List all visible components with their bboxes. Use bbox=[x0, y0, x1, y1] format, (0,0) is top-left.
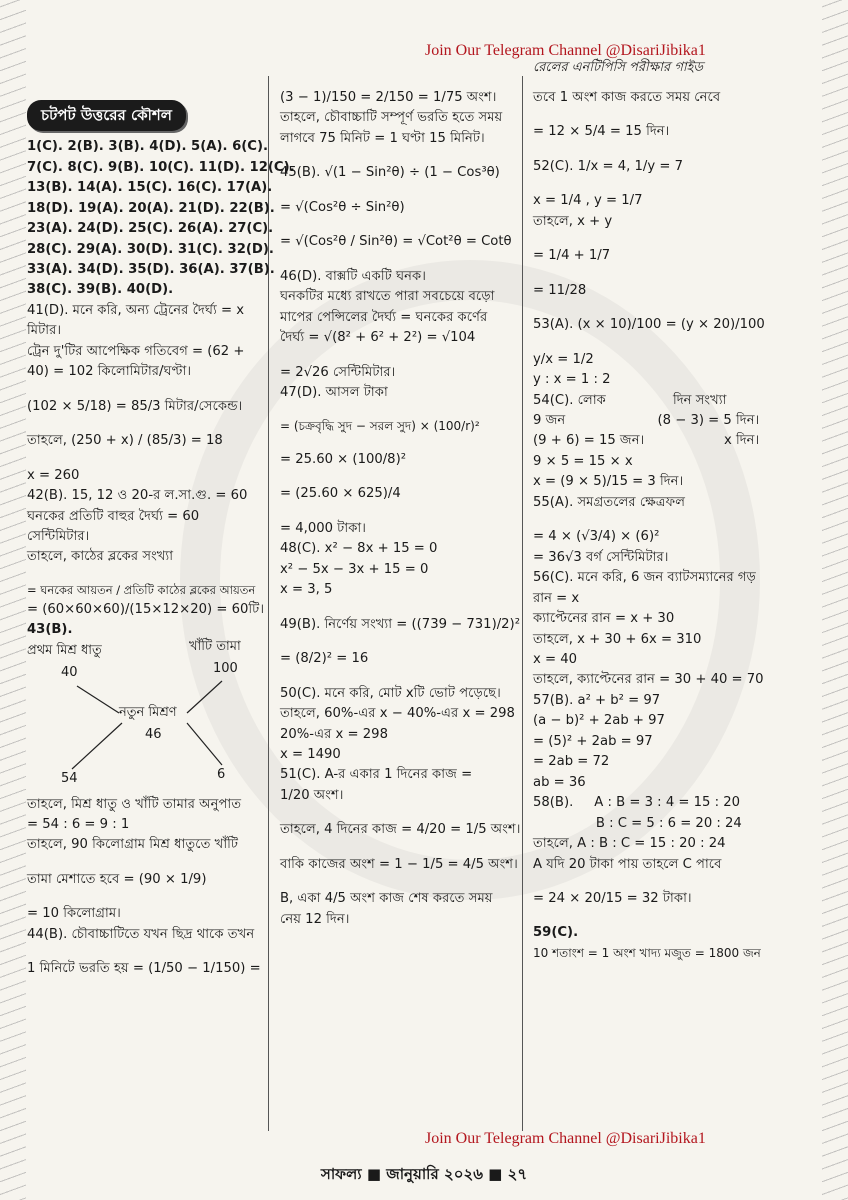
text-line: 42(B). 15, 12 ও 20-র ল.সা.গু. = 60 bbox=[27, 488, 248, 504]
diagram-center-label: নতুন মিশ্রণ bbox=[119, 704, 177, 720]
text-line: তবে 1 অংশ কাজ করতে সময় নেবে bbox=[533, 90, 721, 105]
text-line: মাপের পেন্সিলের দৈর্ঘ্য = ঘনকের কর্ণের bbox=[280, 309, 488, 325]
text-line: = 12 × 5/4 = 15 দিন। bbox=[533, 124, 670, 140]
text-line: 46(D). বাক্সটি একটি ঘনক। bbox=[280, 268, 426, 284]
text-line: 57(B). a² + b² = 97 bbox=[533, 692, 661, 708]
text-line: তাহলে, 4 দিনের কাজ = 4/20 = 1/5 অংশ। bbox=[280, 822, 521, 838]
text-line: 18(D). 19(A). 20(A). 21(D). 22(B). bbox=[27, 200, 275, 216]
text-line: = 4 × (√3/4) × (6)² bbox=[533, 529, 660, 545]
text-line: 40) = 102 কিলোমিটার/ঘণ্টা। bbox=[27, 364, 192, 380]
text-line: (102 × 5/18) = 85/3 মিটার/সেকেন্ড। bbox=[27, 398, 243, 414]
diagram-lines bbox=[27, 641, 259, 791]
text-line: তামা মেশাতে হবে = (90 × 1/9) bbox=[27, 871, 207, 887]
diagram-label-right: খাঁটি তামা bbox=[189, 638, 241, 654]
text-line: x = 3, 5 bbox=[280, 582, 333, 598]
telegram-banner-bottom[interactable]: Join Our Telegram Channel @DisariJibika1 bbox=[425, 1130, 706, 1147]
text-line: ক্যাপ্টেনের রান = x + 30 bbox=[533, 611, 675, 627]
text-line: = 54 : 6 = 9 : 1 bbox=[27, 817, 130, 833]
text-line: রান = x bbox=[533, 590, 580, 606]
text-line: x = 1490 bbox=[280, 747, 341, 763]
text-line: (3 − 1)/150 = 2/150 = 1/75 অংশ। bbox=[280, 90, 497, 105]
text-line: মিটার। bbox=[27, 323, 62, 339]
text-line: 1 মিনিটে ভরতি হয় = (1/50 − 1/150) = bbox=[27, 961, 261, 977]
alligation-diagram bbox=[27, 638, 259, 786]
text-line: 9 × 5 = 15 × x bbox=[533, 453, 633, 469]
text-line: x² − 5x − 3x + 15 = 0 bbox=[280, 561, 429, 577]
page-footer: সাফল্য ■ জানুয়ারি ২০২৬ ■ ২৭ bbox=[320, 1165, 528, 1183]
text-line: 59(C). bbox=[533, 925, 579, 941]
text-line: 7(C). 8(C). 9(B). 10(C). 11(D). 12(C). bbox=[27, 159, 295, 175]
answer-block bbox=[27, 795, 259, 980]
text-line: ট্রেন দু'টির আপেক্ষিক গতিবেগ = (62 + bbox=[27, 343, 245, 359]
diagram-value: 6 bbox=[217, 766, 226, 782]
text-line: বাকি কাজের অংশ = 1 − 1/5 = 4/5 অংশ। bbox=[280, 856, 518, 872]
text-line: (9 + 6) = 15 জন। x দিন। bbox=[533, 433, 760, 449]
text-line: = (8/2)² = 16 bbox=[280, 651, 369, 667]
text-line: = (5)² + 2ab = 97 bbox=[533, 733, 653, 749]
text-line: তাহলে, x + 30 + 6x = 310 bbox=[533, 631, 702, 647]
text-line: 47(D). আসল টাকা bbox=[280, 384, 388, 400]
text-line: = 25.60 × (100/8)² bbox=[280, 452, 407, 468]
text-line: 48(C). x² − 8x + 15 = 0 bbox=[280, 541, 438, 557]
text-line: y/x = 1/2 bbox=[533, 351, 594, 367]
diagram-value: 40 bbox=[61, 664, 78, 680]
text-line: = (25.60 × 625)/4 bbox=[280, 486, 401, 502]
text-line: তাহলে, x + y bbox=[533, 213, 613, 229]
text-line: তাহলে, চৌবাচ্চাটি সম্পূর্ণ ভরতি হতে সময় bbox=[280, 110, 503, 126]
text-line: তাহলে, ক্যাপ্টেনের রান = 30 + 40 = 70 bbox=[533, 672, 764, 688]
text-line: 55(A). সমগ্রতলের ক্ষেত্রফল bbox=[533, 494, 686, 510]
answer-block bbox=[27, 137, 295, 640]
right-edge-decoration bbox=[822, 0, 848, 1200]
text-line: = 11/28 bbox=[533, 282, 587, 298]
text-line: 33(A). 34(D). 35(D). 36(A). 37(B). bbox=[27, 261, 275, 277]
text-line: = 36√3 বর্গ সেন্টিমিটার। bbox=[533, 549, 669, 565]
column-right bbox=[533, 88, 815, 962]
text-line: = 2ab = 72 bbox=[533, 754, 610, 770]
text-line: 52(C). 1/x = 4, 1/y = 7 bbox=[533, 158, 683, 174]
text-line: তাহলে, মিশ্র ধাতু ও খাঁটি তামার অনুপাত bbox=[27, 796, 242, 812]
telegram-banner-top[interactable]: Join Our Telegram Channel @DisariJibika1 bbox=[425, 42, 706, 59]
text-line: B, একা 4/5 অংশ কাজ শেষ করতে সময় bbox=[280, 891, 493, 907]
column-middle bbox=[280, 88, 521, 930]
text-line: 54(C). লোক দিন সংখ্যা bbox=[533, 392, 727, 408]
text-line: = 4,000 টাকা। bbox=[280, 520, 366, 536]
text-line: 1(C). 2(B). 3(B). 4(D). 5(A). 6(C). bbox=[27, 139, 269, 155]
text-line: 53(A). (x × 10)/100 = (y × 20)/100 bbox=[533, 317, 765, 333]
text-line: নেয় 12 দিন। bbox=[280, 911, 350, 927]
text-line: 45(B). √(1 − Sin²θ) ÷ (1 − Cos³θ) bbox=[280, 165, 500, 181]
text-line: A যদি 20 টাকা পায় তাহলে C পাবে bbox=[533, 856, 722, 872]
text-line: y : x = 1 : 2 bbox=[533, 372, 611, 388]
text-line: তাহলে, কাঠের ব্লকের সংখ্যা bbox=[27, 549, 174, 565]
text-line: 58(B). A : B = 3 : 4 = 15 : 20 bbox=[533, 795, 741, 811]
column-left bbox=[27, 88, 295, 980]
text-line: x = 260 bbox=[27, 467, 80, 483]
text-line: 10 শতাংশ = 1 অংশ খাদ্য মজুত = 1800 জন bbox=[533, 945, 761, 960]
text-line: = √(Cos²θ ÷ Sin²θ) bbox=[280, 199, 405, 215]
text-line: x = 1/4 , y = 1/7 bbox=[533, 193, 643, 209]
text-line: 1/20 অংশ। bbox=[280, 787, 344, 803]
diagram-value: 54 bbox=[61, 770, 78, 786]
text-line: তাহলে, 60%-এর x − 40%-এর x = 298 bbox=[280, 706, 515, 722]
diagram-value: 100 bbox=[213, 660, 238, 676]
text-line: 38(C). 39(B). 40(D). bbox=[27, 282, 174, 298]
text-line: ঘনকের প্রতিটি বাহুর দৈর্ঘ্য = 60 bbox=[27, 508, 200, 524]
text-line: x = (9 × 5)/15 = 3 দিন। bbox=[533, 474, 684, 490]
text-line: 49(B). নির্ণেয় সংখ্যা = ((739 − 731)/2)² bbox=[280, 616, 520, 632]
text-line: 28(C). 29(A). 30(D). 31(C). 32(D). bbox=[27, 241, 274, 257]
diagram-label-left: প্রথম মিশ্র ধাতু bbox=[27, 642, 102, 658]
text-line: দৈর্ঘ্য = √(8² + 6² + 2²) = √104 bbox=[280, 330, 476, 346]
text-line: 20%-এর x = 298 bbox=[280, 726, 388, 742]
text-line: লাগবে 75 মিনিট = 1 ঘণ্টা 15 মিনিট। bbox=[280, 130, 485, 146]
text-line: B : C = 5 : 6 = 20 : 24 bbox=[533, 815, 742, 831]
text-line: তাহলে, A : B : C = 15 : 20 : 24 bbox=[533, 836, 726, 852]
text-line: x = 40 bbox=[533, 651, 578, 667]
text-line: 23(A). 24(D). 25(C). 26(A). 27(C). bbox=[27, 221, 274, 237]
text-line: = (60×60×60)/(15×12×20) = 60টি। bbox=[27, 601, 265, 617]
text-line: ঘনকটির মধ্যে রাখতে পারা সবচেয়ে বড়ো bbox=[280, 289, 495, 305]
text-line: = ঘনকের আয়তন / প্রতিটি কাঠের ব্লকের আয়তন bbox=[27, 582, 256, 597]
text-line: 43(B). bbox=[27, 622, 73, 638]
text-line: 41(D). মনে করি, অন্য ট্রেনের দৈর্ঘ্য = x bbox=[27, 302, 245, 318]
page-subtitle: রেলের এনটিপিসি পরীক্ষার গাইড bbox=[533, 60, 703, 75]
text-line: = 1/4 + 1/7 bbox=[533, 248, 611, 264]
text-line: = 2√26 সেন্টিমিটার। bbox=[280, 364, 396, 380]
text-line: 9 জন (8 − 3) = 5 দিন। bbox=[533, 412, 760, 428]
text-line: = 24 × 20/15 = 32 টাকা। bbox=[533, 890, 692, 906]
left-edge-decoration bbox=[0, 0, 26, 1200]
text-line: (a − b)² + 2ab + 97 bbox=[533, 713, 665, 729]
text-line: 51(C). A-র একার 1 দিনের কাজ = bbox=[280, 767, 473, 783]
text-line: = (চক্রবৃদ্ধি সুদ − সরল সুদ) × (100/r)² bbox=[280, 419, 480, 434]
section-badge: চটপট উত্তরের কৌশল bbox=[27, 100, 186, 131]
text-line: 50(C). মনে করি, মোট xটি ভোট পড়েছে। bbox=[280, 685, 501, 701]
text-line: = 10 কিলোগ্রাম। bbox=[27, 906, 121, 922]
text-line: 56(C). মনে করি, 6 জন ব্যাটসম্যানের গড় bbox=[533, 570, 756, 586]
column-divider bbox=[522, 76, 523, 1131]
text-line: তাহলে, 90 কিলোগ্রাম মিশ্র ধাতুতে খাঁটি bbox=[27, 837, 239, 853]
text-line: 44(B). চৌবাচ্চাটিতে যখন ছিদ্র থাকে তখন bbox=[27, 926, 255, 942]
diagram-value: 46 bbox=[145, 726, 162, 742]
text-line: ab = 36 bbox=[533, 774, 586, 790]
text-line: তাহলে, (250 + x) / (85/3) = 18 bbox=[27, 433, 223, 449]
text-line: 13(B). 14(A). 15(C). 16(C). 17(A). bbox=[27, 180, 273, 196]
text-line: সেন্টিমিটার। bbox=[27, 528, 90, 544]
text-line: = √(Cos²θ / Sin²θ) = √Cot²θ = Cotθ bbox=[280, 234, 512, 250]
